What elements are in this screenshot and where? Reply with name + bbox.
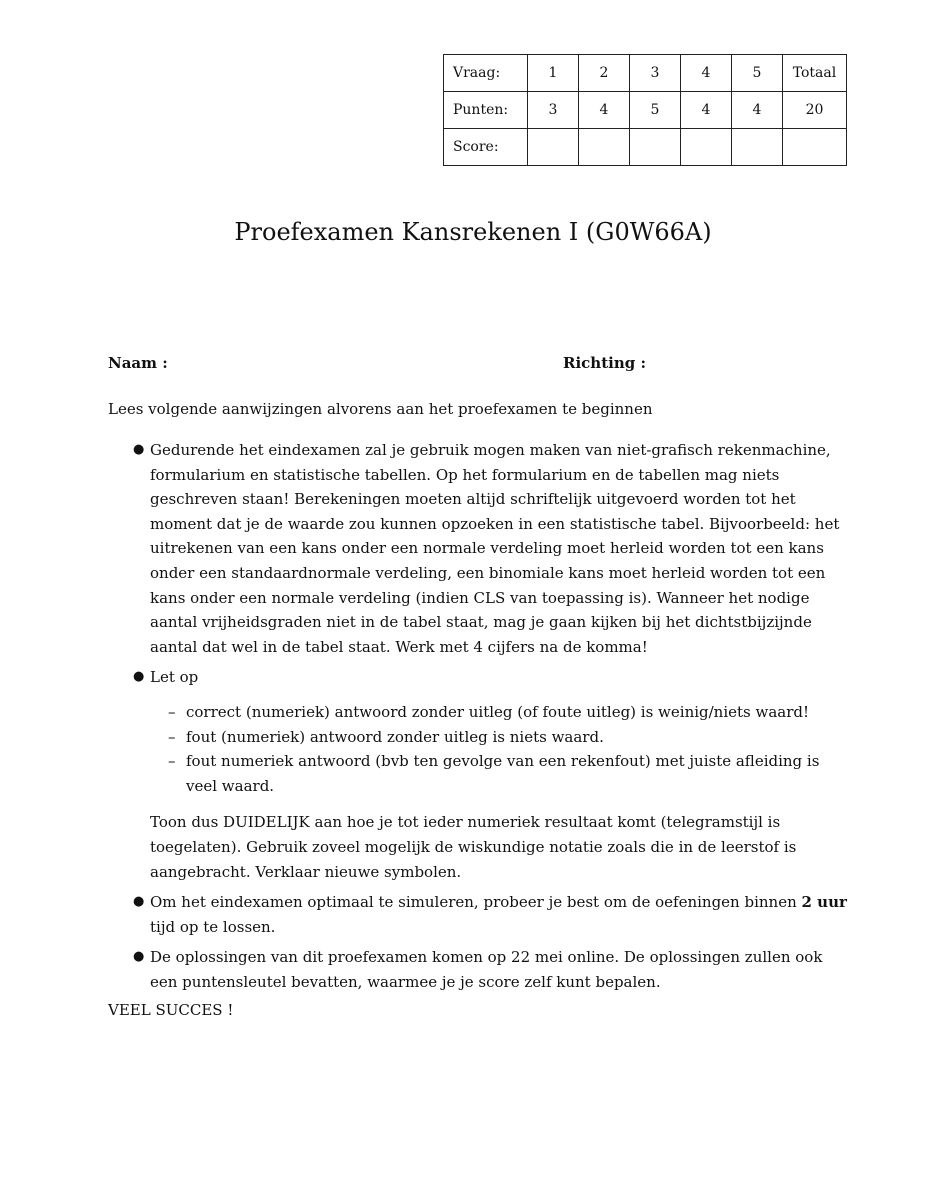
name-label: Naam : [108,354,168,372]
row-label-score: Score: [444,129,528,166]
score-cell [732,129,783,166]
instruction-text: Let op [150,668,199,687]
score-cell [528,129,579,166]
points-row [444,92,847,129]
score-table [443,54,847,166]
bullet-icon: ● [133,894,145,910]
closing-text: VEEL SUCCES ! [108,1001,234,1019]
time-limit: 2 uur [801,893,847,912]
sub-item-text: fout (numeriek) antwoord zonder uitleg is niets waard. [186,727,604,746]
question-number: 2 [579,55,630,92]
sub-list-item [150,700,848,725]
points-value: 3 [528,92,579,129]
sub-list-item [150,725,848,750]
bullet-icon: ● [133,669,145,685]
points-value: 5 [630,92,681,129]
score-cell [630,129,681,166]
points-value: 4 [579,92,630,129]
page-title: Proefexamen Kansrekenen I (G0W66A) [234,218,712,246]
dash-icon: – [168,702,176,721]
list-item [108,438,848,659]
bullet-icon: ● [133,442,145,457]
instruction-text: Gedurende het eindexamen zal je gebruik mogen maken van niet-grafisch rekenmachine, formularium en statistische tabellen. Op het formularium en de tabellen mag niets geschreven staan! Berekeningen moeten altijd schriftelijk uitgevoerd worden tot het moment dat je de waarde zou kunnen opzoeken in een statistische tabel. Bijvoorbeeld: het uitrekenen van een kans onder een normale verdeling moet herleid worden tot een kans onder een standaardnormale verdeling, een binomiale kans moet herleid worden tot een kans onder een normale verdeling (indien CLS van toepassing is). Wanneer het nodige aantal vrijheidsgraden niet in de tabel staat, mag je gaan kijken bij het dichtstbijzijnde aantal dat wel in de tabel staat. Werk met 4 cijfers na de komma! [150,441,840,656]
score-cell [579,129,630,166]
sub-item-text: correct (numeriek) antwoord zonder uitleg (of foute uitleg) is weinig/niets waard! [186,702,810,721]
question-row [444,55,847,92]
question-number: 1 [528,55,579,92]
instruction-text: Om het eindexamen optimaal te simuleren, probeer je best om de oefeningen binnen [150,893,797,912]
instruction-text: tijd op te lossen. [150,917,276,936]
instruction-text: De oplossingen van dit proefexamen komen op 22 mei online. De oplossingen zullen ook een puntensleutel bevatten, waarmee je je score zelf kunt bepalen. [150,948,823,991]
score-row [444,129,847,166]
direction-label: Richting : [563,354,646,372]
row-label-question: Vraag: [444,55,528,92]
dash-icon: – [168,752,176,771]
question-number: 3 [630,55,681,92]
bullet-icon: ● [133,949,145,965]
instruction-paragraph: Toon dus DUIDELIJK aan hoe je tot ieder numeriek resultaat komt (telegramstijl is toegelaten). Gebruik zoveel mogelijk de wiskundige notatie zoals die in de leerstof is aangebracht. Verklaar nieuwe symbolen. [150,813,797,881]
score-cell [681,129,732,166]
question-number: 5 [732,55,783,92]
sub-list-item [150,749,848,798]
sub-list [150,700,848,798]
points-value: 4 [681,92,732,129]
intro-text: Lees volgende aanwijzingen alvorens aan het proefexamen te beginnen [108,400,653,418]
total-points: 20 [783,92,847,129]
total-header: Totaal [783,55,847,92]
sub-item-text: fout numeriek antwoord (bvb ten gevolge van een rekenfout) met juiste afleiding is veel waard. [186,752,820,795]
list-item [108,665,848,884]
instruction-list [108,438,848,1000]
total-score-cell [783,129,847,166]
list-item [108,945,848,994]
question-number: 4 [681,55,732,92]
dash-icon: – [168,727,176,746]
row-label-points: Punten: [444,92,528,129]
list-item [108,890,848,939]
points-value: 4 [732,92,783,129]
